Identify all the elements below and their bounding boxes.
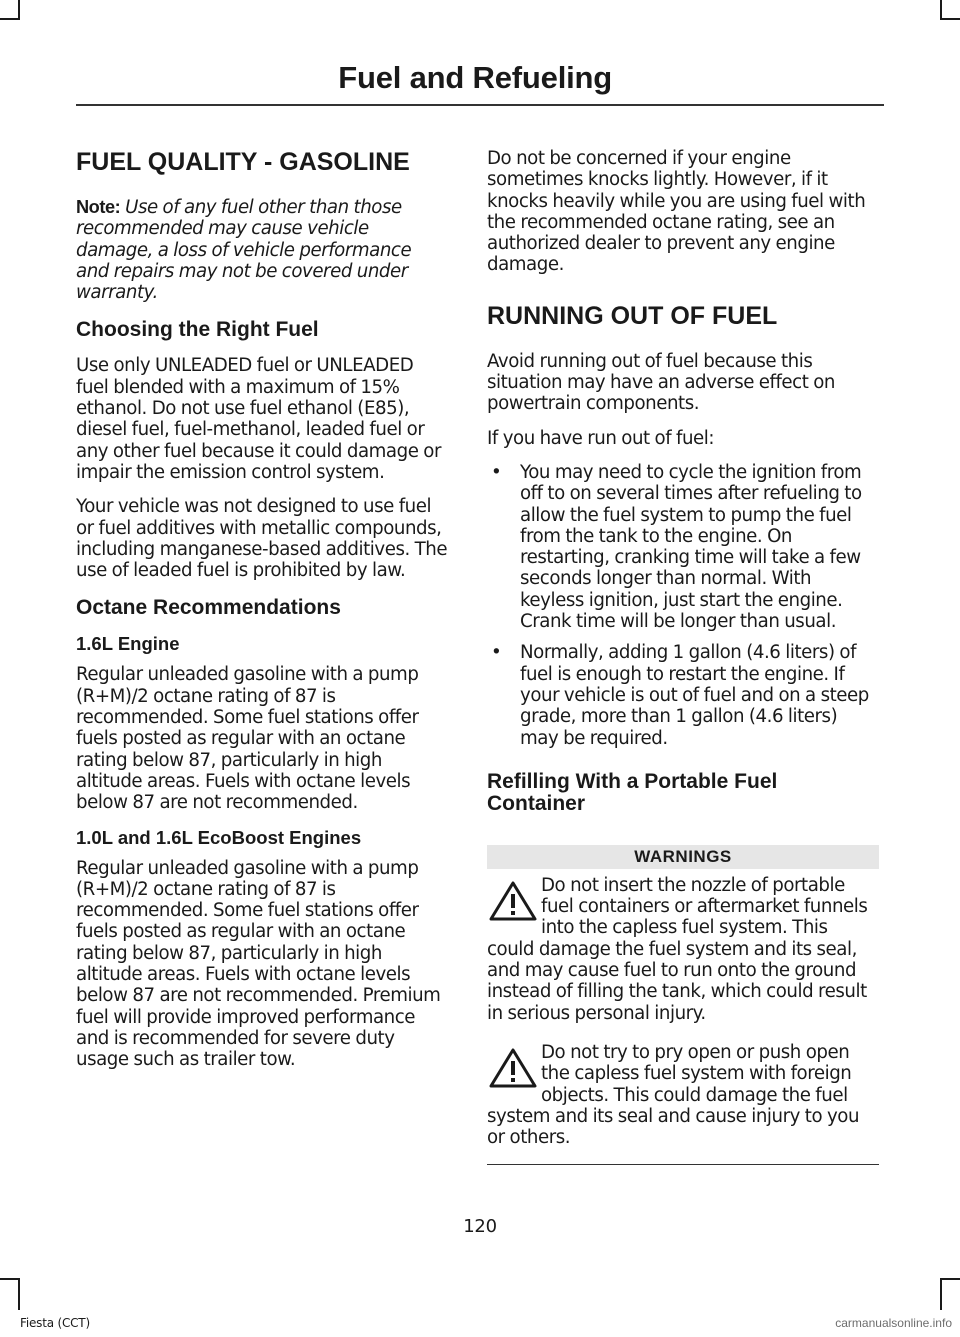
left-column: [76, 140, 448, 1084]
note-text: Use of any fuel other than those recommended may cause vehicle damage, a loss of vehicle performance and repairs may not be covered under warranty.: [76, 197, 412, 304]
heading-1-6l-engine: 1.6L Engine: [76, 633, 180, 655]
list-item-text: Normally, adding 1 gallon (4.6 liters) of fuel is enough to restart the engine. If your vehicle is out of fuel and on a steep grade, more than 1 gallon (4.6 liters) may be required.: [520, 642, 869, 749]
heading-refilling: Refilling With a Portable Fuel Container: [487, 769, 778, 815]
heading-choosing-fuel: Choosing the Right Fuel: [76, 318, 319, 342]
header-rule: [76, 104, 884, 106]
warnings-heading: WARNINGS: [487, 845, 879, 869]
warning-triangle-icon: [487, 1046, 539, 1090]
warning-triangle-icon: [487, 879, 539, 923]
warnings-end-rule: [487, 1164, 879, 1165]
footer-model: Fiesta (CCT): [20, 1316, 90, 1330]
warning-text: Do not insert the nozzle of portable fuel containers or aftermarket funnels into the capless fuel system. This could damage the fuel system and its seal, and may cause fuel to run onto the ground instead of filling the tank, which could result in serious personal injury.: [487, 874, 868, 1024]
note-paragraph: [76, 197, 448, 303]
warning-item: [487, 1042, 879, 1148]
paragraph-1-6l-octane: Regular unleaded gasoline with a pump (R+M)/2 octane rating of 87 is recommended. Some fuel stations offer fuels posted as regular with an octane rating below 87, particularly in high altitude areas. Fuels with octane levels below 87 are not recommended.: [76, 664, 419, 814]
warning-item: [487, 875, 879, 1024]
paragraph-avoid: Avoid running out of fuel because this situation may have an adverse effect on powertrain components.: [487, 350, 835, 415]
right-column: [487, 140, 879, 1165]
heading-ecoboost: 1.0L and 1.6L EcoBoost Engines: [76, 826, 362, 848]
warning-text: Do not try to pry open or push open the capless fuel system with foreign objects. This could damage the fuel system and its seal and cause injury to you or others.: [487, 1041, 860, 1149]
list-item: [487, 462, 879, 632]
watermark: carmanualsonline.info: [835, 1316, 952, 1330]
list-item: [487, 642, 879, 748]
paragraph-ecoboost-octane: Regular unleaded gasoline with a pump (R+M)/2 octane rating of 87 is recommended. Some fuel stations offer fuels posted as regular with an octane rating below 87, particularly in high altitude areas. Fuels with octane levels below 87 are not recommended. Premium fuel will provide improved performance and is recommended for severe duty usage such as trailer tow.: [76, 857, 441, 1071]
paragraph-unleaded: Use only UNLEADED fuel or UNLEADED fuel blended with a maximum of 15% ethanol. Do not use fuel ethanol (E85), diesel fuel, fuel-methanol, leaded fuel or any other fuel because it could damage or impair the emission control system.: [76, 355, 441, 483]
bullet-marker: •: [491, 461, 502, 483]
crop-mark-bottom-left-h: [0, 1278, 20, 1280]
paragraph-if-run-out: If you have run out of fuel:: [487, 427, 715, 449]
bullet-marker: •: [491, 642, 502, 664]
bullet-list: [487, 462, 879, 749]
heading-fuel-quality: FUEL QUALITY - GASOLINE: [76, 148, 410, 176]
crop-mark-top-right: [940, 0, 942, 18]
paragraph-knock: Do not be concerned if your engine sometimes knocks lightly. However, if it knocks heavily while you are using fuel with the recommended octane rating, see an authorized dealer to prevent any engine damage.: [487, 148, 866, 276]
section-title: Fuel and Refueling: [338, 60, 612, 95]
heading-running-out: RUNNING OUT OF FUEL: [487, 301, 778, 330]
crop-mark-top-right-h: [940, 18, 960, 20]
heading-octane: Octane Recommendations: [76, 596, 341, 620]
note-label: Note:: [76, 197, 121, 217]
crop-mark-bottom-right: [940, 1278, 942, 1310]
crop-mark-top-left: [18, 0, 20, 18]
page-number: 120: [463, 1216, 497, 1237]
crop-mark-top-left-h: [0, 18, 20, 20]
list-item-text: You may need to cycle the ignition from off to on several times after refueling to allow the fuel system to pump the fuel from the tank to the engine. On restarting, cranking time will take a few seconds longer than normal. With keyless ignition, just start the engine. Crank time will be longer than usual.: [520, 461, 862, 633]
crop-mark-bottom-right-h: [940, 1278, 960, 1280]
paragraph-additives: Your vehicle was not designed to use fuel or fuel additives with metallic compounds, including manganese-based additives. The use of leaded fuel is prohibited by law.: [76, 496, 448, 582]
crop-mark-bottom-left: [18, 1278, 20, 1310]
